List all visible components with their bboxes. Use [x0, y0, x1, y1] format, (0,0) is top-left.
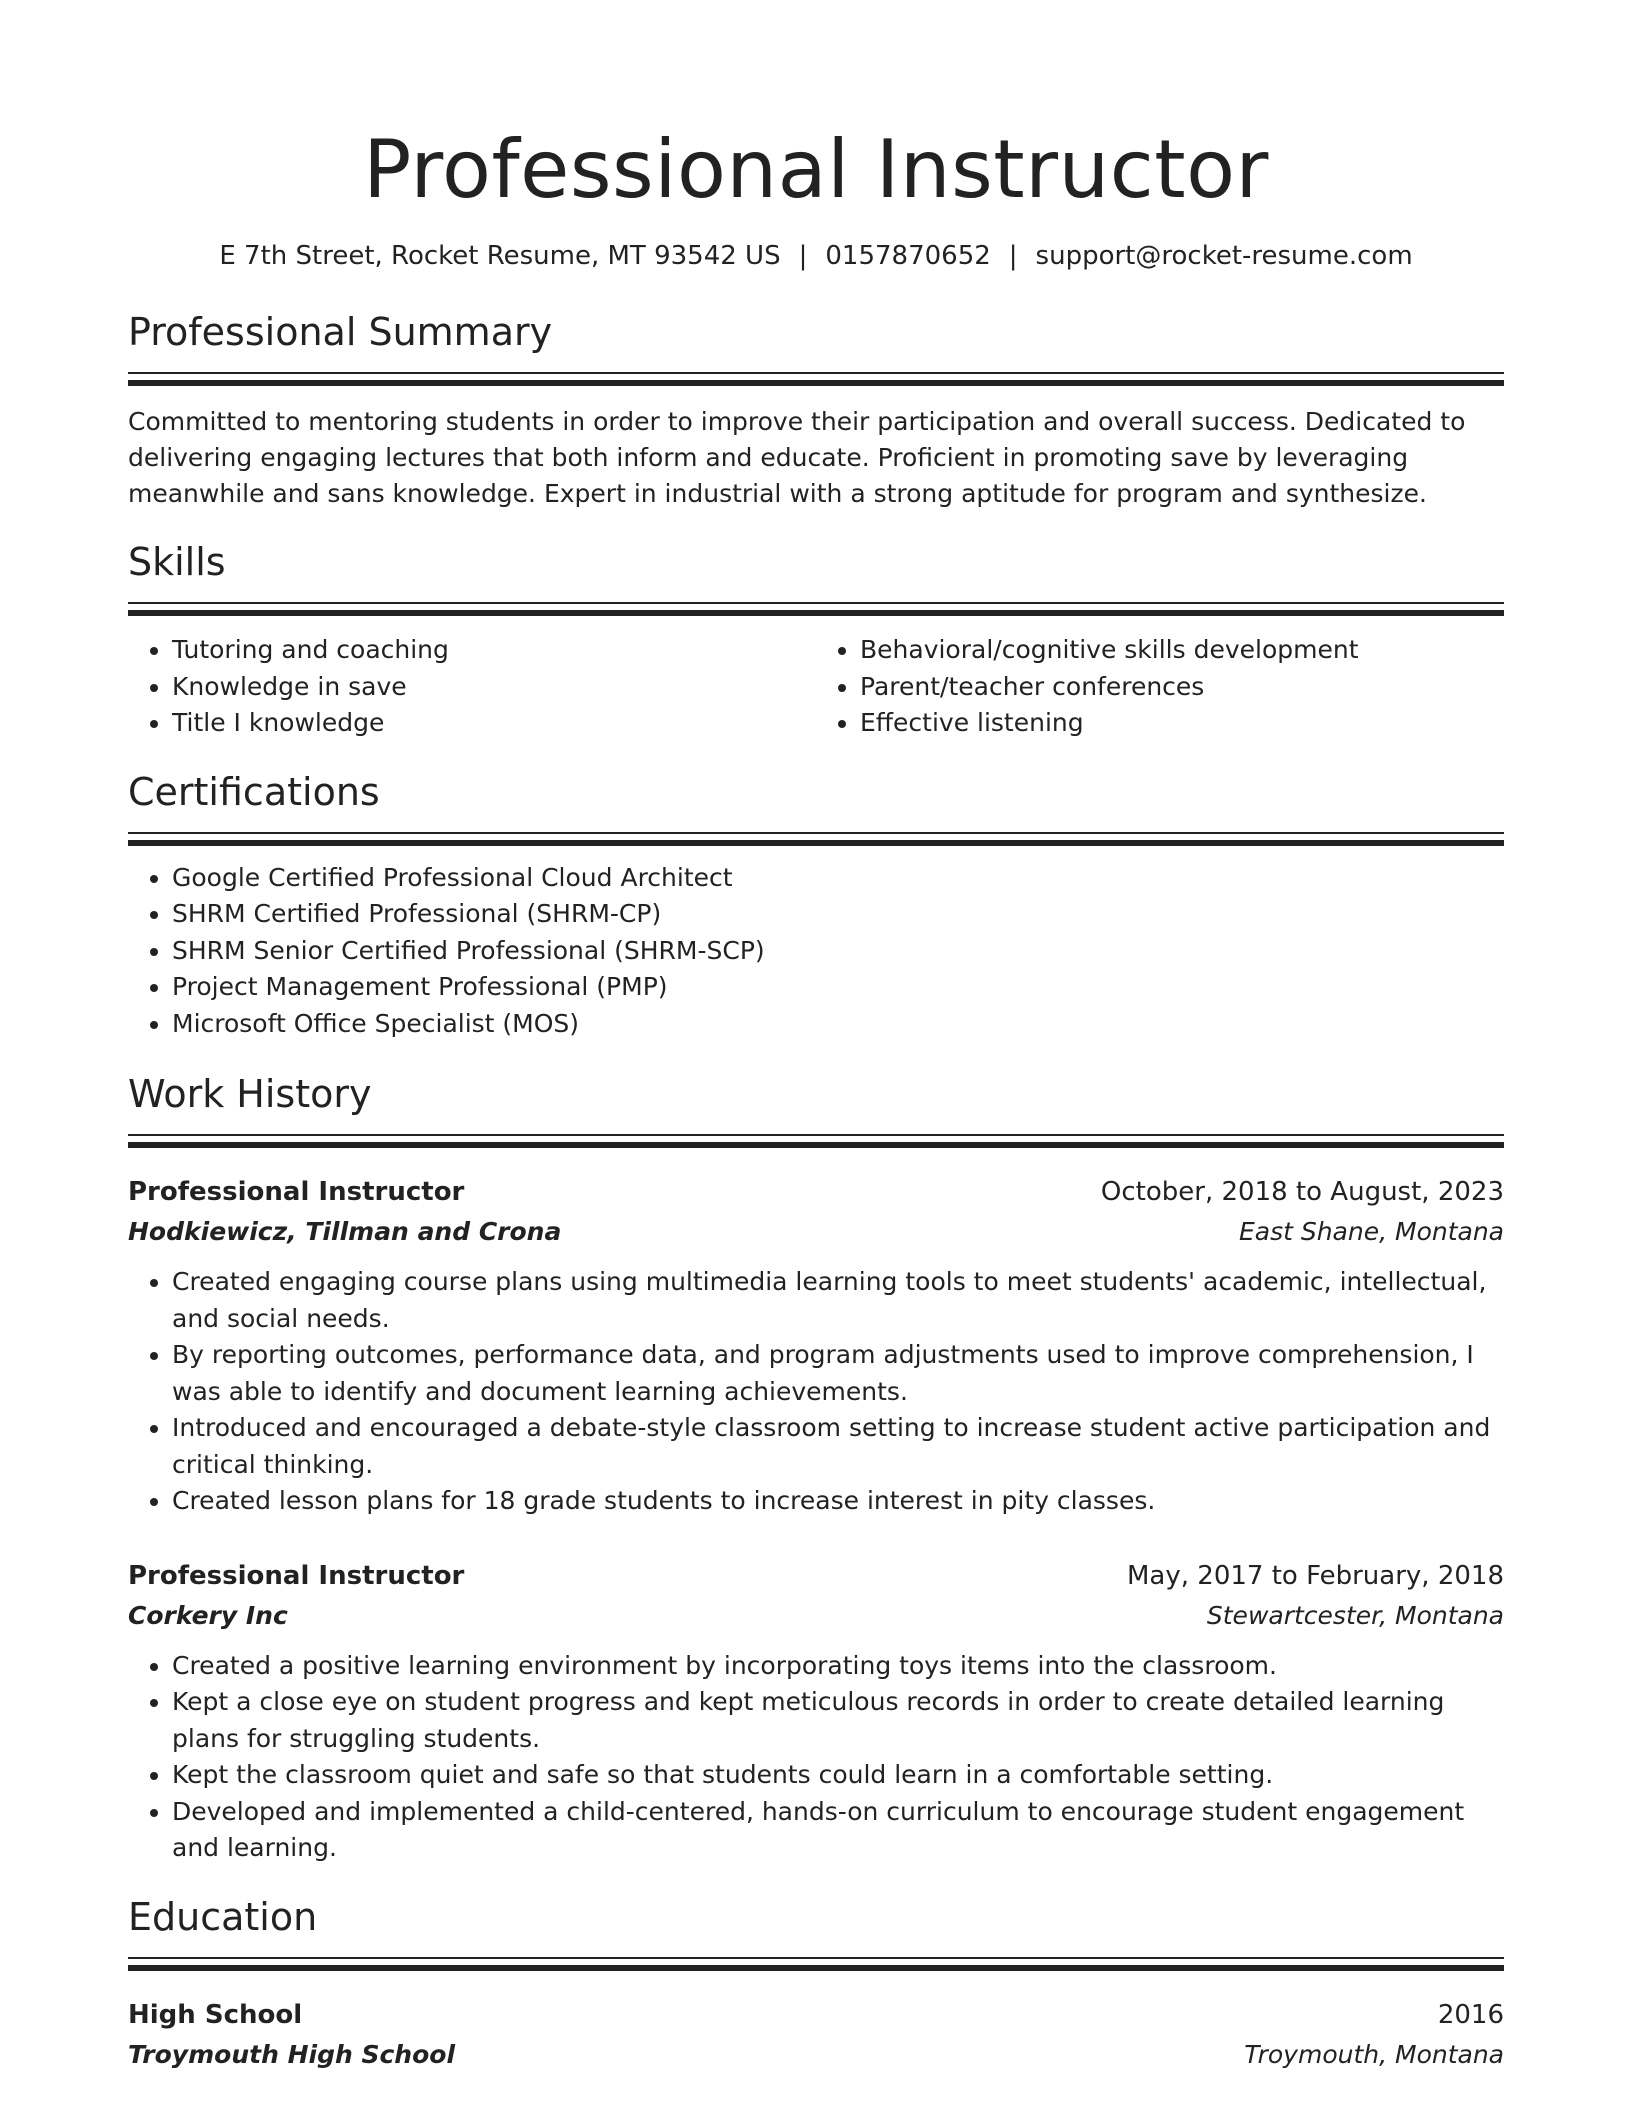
- job-dates: October, 2018 to August, 2023: [1100, 1177, 1504, 1207]
- section-divider: [128, 372, 1504, 388]
- skill-item: • Parent/teacher conferences: [860, 669, 1504, 706]
- certifications-section: [128, 768, 1504, 1043]
- education-header-row: [128, 1995, 1504, 2035]
- job-entry: [128, 1172, 1504, 1520]
- job-bullet: • Kept a close eye on student progress and kept meticulous records in order to create detailed learning plans for struggling students.: [172, 1684, 1504, 1757]
- education-year: 2016: [1437, 1999, 1504, 2030]
- skills-section: [128, 538, 1504, 742]
- skill-item: • Effective listening: [860, 705, 1504, 742]
- skills-grid: [128, 632, 1504, 742]
- job-bullet: • Introduced and encouraged a debate-style classroom setting to increase student active participation and critical thinking.: [172, 1410, 1504, 1483]
- job-location: East Shane, Montana: [1238, 1217, 1504, 1246]
- skill-item: • Behavioral/cognitive skills development: [860, 632, 1504, 669]
- job-entry: [128, 1556, 1504, 1867]
- job-bullet: • Kept the classroom quiet and safe so that students could learn in a comfortable setting.: [172, 1757, 1504, 1794]
- contact-phone: 0157870652: [825, 241, 991, 271]
- certification-item: • Google Certified Professional Cloud Architect: [172, 860, 1504, 897]
- summary-section: [128, 308, 1504, 512]
- contact-email: support@rocket-resume.com: [1035, 241, 1413, 271]
- job-bullets: [128, 1264, 1504, 1520]
- job-bullets: [128, 1648, 1504, 1867]
- skills-list-right: [816, 632, 1504, 742]
- section-title-summary: Professional Summary: [128, 310, 553, 354]
- certifications-list: [128, 860, 1504, 1043]
- job-bullet: • Developed and implemented a child-centered, hands-on curriculum to encourage student engagement and learning.: [172, 1794, 1504, 1867]
- job-company-row: [128, 1212, 1504, 1252]
- section-divider: [128, 1134, 1504, 1150]
- section-title-skills: Skills: [128, 540, 226, 584]
- skill-item: • Tutoring and coaching: [172, 632, 816, 669]
- work-history-section: [128, 1070, 1504, 1867]
- job-bullet: • By reporting outcomes, performance data, and program adjustments used to improve comprehension, I was able to identify and document learning achievements.: [172, 1337, 1504, 1410]
- certification-item: • SHRM Senior Certified Professional (SHRM-SCP): [172, 933, 1504, 970]
- section-divider: [128, 602, 1504, 618]
- education-school-row: [128, 2035, 1504, 2075]
- job-bullet: • Created lesson plans for 18 grade students to increase interest in pity classes.: [172, 1483, 1504, 1520]
- summary-text: Committed to mentoring students in order to improve their participation and overall success. Dedicated to delivering engaging lectures that both inform and educate. Proficient in promoting save by leveraging meanwhile and sans knowledge. Expert in industrial with a strong aptitude for program and synthesize.: [128, 407, 1466, 508]
- contact-separator: |: [798, 241, 808, 271]
- job-bullet: • Created a positive learning environment by incorporating toys items into the classroom.: [172, 1648, 1504, 1685]
- skills-list-left: [128, 632, 816, 742]
- job-header-row: [128, 1172, 1504, 1212]
- section-title-education: Education: [128, 1894, 318, 1939]
- contact-line: [128, 238, 1504, 274]
- skill-item: • Knowledge in save: [172, 669, 816, 706]
- education-entry: [128, 1995, 1504, 2075]
- job-company: Corkery Inc: [128, 1600, 288, 1630]
- section-title-work-history: Work History: [128, 1072, 372, 1116]
- certification-item: • Project Management Professional (PMP): [172, 969, 1504, 1006]
- certification-item: • Microsoft Office Specialist (MOS): [172, 1006, 1504, 1043]
- job-company-row: [128, 1596, 1504, 1636]
- job-header-row: [128, 1556, 1504, 1596]
- skill-item: • Title I knowledge: [172, 705, 816, 742]
- contact-separator: |: [1008, 241, 1018, 271]
- job-bullet: • Created engaging course plans using multimedia learning tools to meet students' academic, intellectual, and social needs.: [172, 1264, 1504, 1337]
- education-location: Troymouth, Montana: [1244, 2039, 1504, 2069]
- job-location: Stewartcester, Montana: [1206, 1600, 1504, 1630]
- section-title-certifications: Certifications: [128, 769, 380, 814]
- section-divider: [128, 832, 1504, 848]
- education-school: Troymouth High School: [128, 2039, 456, 2069]
- job-company: Hodkiewicz, Tillman and Crona: [128, 1217, 562, 1246]
- candidate-name: Professional Instructor: [363, 123, 1269, 216]
- contact-address: E 7th Street, Rocket Resume, MT 93542 US: [219, 241, 781, 271]
- certification-item: • SHRM Certified Professional (SHRM-CP): [172, 896, 1504, 933]
- section-divider: [128, 1957, 1504, 1973]
- education-section: [128, 1893, 1504, 2075]
- job-title: Professional Instructor: [128, 1560, 465, 1591]
- education-degree: High School: [128, 1999, 303, 2030]
- job-dates: May, 2017 to February, 2018: [1127, 1560, 1504, 1591]
- job-title: Professional Instructor: [128, 1177, 465, 1207]
